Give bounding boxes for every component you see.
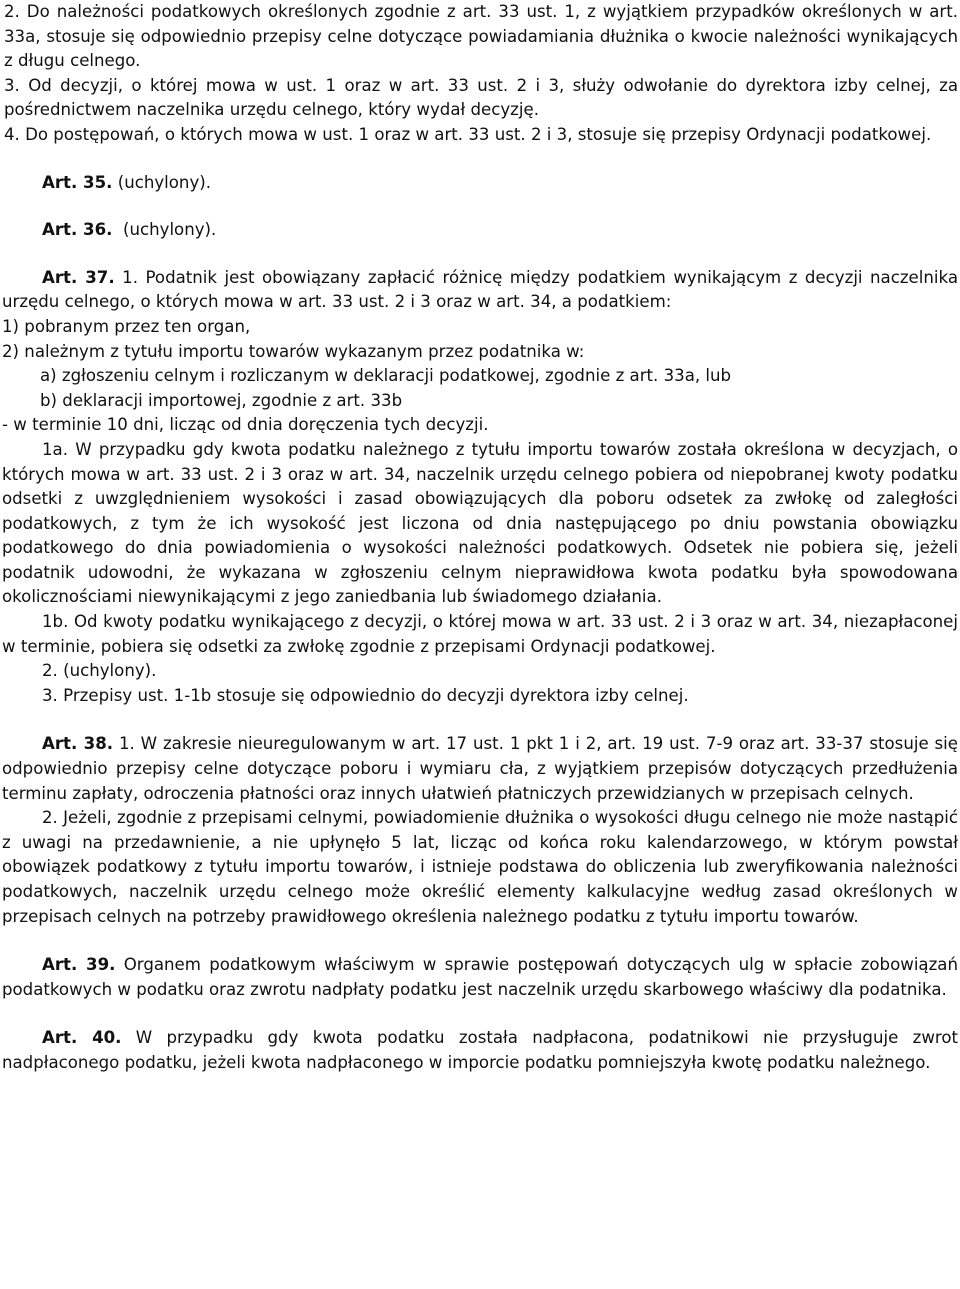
paragraph-4: 4. Do postępowań, o których mowa w ust. 1 oraz w art. 33 ust. 2 i 3, stosuje się przepisy Ordynacji podatkowej. <box>4 124 932 144</box>
article-38-paragraph-2: 2. Jeżeli, zgodnie z przepisami celnymi, powiadomienie dłużnika o wysokości długu celnego nie może nastąpić z uwagi na przedawnienie, a nie upłynęło 5 lat, licząc od końca roku kalendarzowego, w którym powstał obowiązek podatkowy z tytułu importu towarów, i istnieje podstawa do obliczenia lub zweryfikowania należności podatkowych, naczelnik urzędu celnego może określić elementy kalkulacyjne według zasad określonych w przepisach celnych na potrzeby prawidłowego określenia należnego podatku z tytułu importu towarów. <box>2 808 958 926</box>
article-36 <box>2 218 958 243</box>
article-35-number: Art. 35. <box>42 172 113 192</box>
article-38-paragraph-1 <box>2 732 958 806</box>
article-37-point-2a: a) zgłoszeniu celnym i rozliczanym w deklaracji podatkowej, zgodnie z art. 33a, lub <box>40 366 732 386</box>
article-40-text: W przypadku gdy kwota podatku została nadpłacona, podatnikowi nie przysługuje zwrot nadpłaconego podatku, jeżeli kwota nadpłaconego w imporcie podatku pomniejszyła kwotę podatku należnego. <box>2 1028 959 1072</box>
article-37-term: - w terminie 10 dni, licząc od dnia doręczenia tych decyzji. <box>2 415 489 435</box>
paragraph-3: 3. Od decyzji, o której mowa w ust. 1 oraz w art. 33 ust. 2 i 3, służy odwołanie do dyrektora izby celnej, za pośrednictwem naczelnika urzędu celnego, który wydał decyzję. <box>4 75 958 120</box>
article-37-point-2b: b) deklaracji importowej, zgodnie z art. 33b <box>40 390 403 410</box>
article-37-paragraph-3: 3. Przepisy ust. 1-1b stosuje się odpowiednio do decyzji dyrektora izby celnej. <box>42 685 689 705</box>
article-37-paragraph-1a: 1a. W przypadku gdy kwota podatku należnego z tytułu importu towarów została określona w decyzjach, o których mowa w art. 33 ust. 2 i 3 oraz w art. 34, naczelnik urzędu celnego pobiera od niepobranej kwoty podatku odsetki z uwzględnieniem wysokości i zasad obowiązujących dla poboru odsetek za zwłokę od zaległości podatkowych, z tym że ich wysokość jest liczona od dnia następującego po dniu powstania obowiązku podatkowego do dnia powiadomienia o wysokości należności podatkowych. Odsetek nie pobiera się, jeżeli podatnik udowodni, że wykazana w zgłoszeniu celnym nieprawidłowa kwota podatku była spowodowana okolicznościami niewynikającymi z jego zaniedbania lub świadomego działania. <box>2 439 958 607</box>
article-37-point-1: 1) pobranym przez ten organ, <box>2 316 251 336</box>
article-40 <box>2 1026 958 1075</box>
article-37-paragraph-1b: 1b. Od kwoty podatku wynikającego z decyzji, o której mowa w art. 33 ust. 2 i 3 oraz w art. 34, niezapłaconej w terminie, pobiera się odsetki za zwłokę zgodnie z przepisami Ordynacji podatkowej. <box>2 612 958 656</box>
article-39-number: Art. 39. <box>42 955 116 975</box>
article-38-p1-text: 1. W zakresie nieuregulowanym w art. 17 ust. 1 pkt 1 i 2, art. 19 ust. 7-9 oraz art. 33-37 stosuje się odpowiednio przepisy celne dotyczące poboru i wymiaru cła, z wyjątkiem przepisów dotyczących przedłużenia terminu zapłaty, odroczenia płatności oraz innych ułatwień płatniczych przewidzianych w przepisach celnych. <box>2 734 958 803</box>
article-37-point-2: 2) należnym z tytułu importu towarów wykazanym przez podatnika w: <box>2 341 585 361</box>
article-36-number: Art. 36. <box>42 220 113 240</box>
article-40-number: Art. 40. <box>42 1028 122 1048</box>
article-35-text: (uchylony). <box>117 172 212 192</box>
paragraph-2: 2. Do należności podatkowych określonych zgodnie z art. 33 ust. 1, z wyjątkiem przypadków określonych w art. 33a, stosuje się odpowiednio przepisy celne dotyczące powiadamiania dłużnika o kwocie należności wynikających z długu celnego. <box>4 2 958 71</box>
article-39 <box>2 953 958 1002</box>
article-36-text: (uchylony). <box>123 220 217 240</box>
article-37-paragraph-2: 2. (uchylony). <box>42 661 157 681</box>
article-37-paragraph-1 <box>2 266 958 315</box>
article-35 <box>2 171 958 196</box>
article-37-number: Art. 37. <box>42 267 115 287</box>
article-37-p1-text: 1. Podatnik jest obowiązany zapłacić różnicę między podatkiem wynikającym z decyzji naczelnika urzędu celnego, o których mowa w art. 33 ust. 2 i 3 oraz w art. 34, a podatkiem: <box>2 267 958 312</box>
article-38-number: Art. 38. <box>42 734 114 754</box>
article-39-text: Organem podatkowym właściwym w sprawie postępowań dotyczących ulg w spłacie zobowiązań podatkowych w podatku oraz zwrotu nadpłaty podatku jest naczelnik urzędu skarbowego właściwy dla podatnika. <box>2 955 958 999</box>
